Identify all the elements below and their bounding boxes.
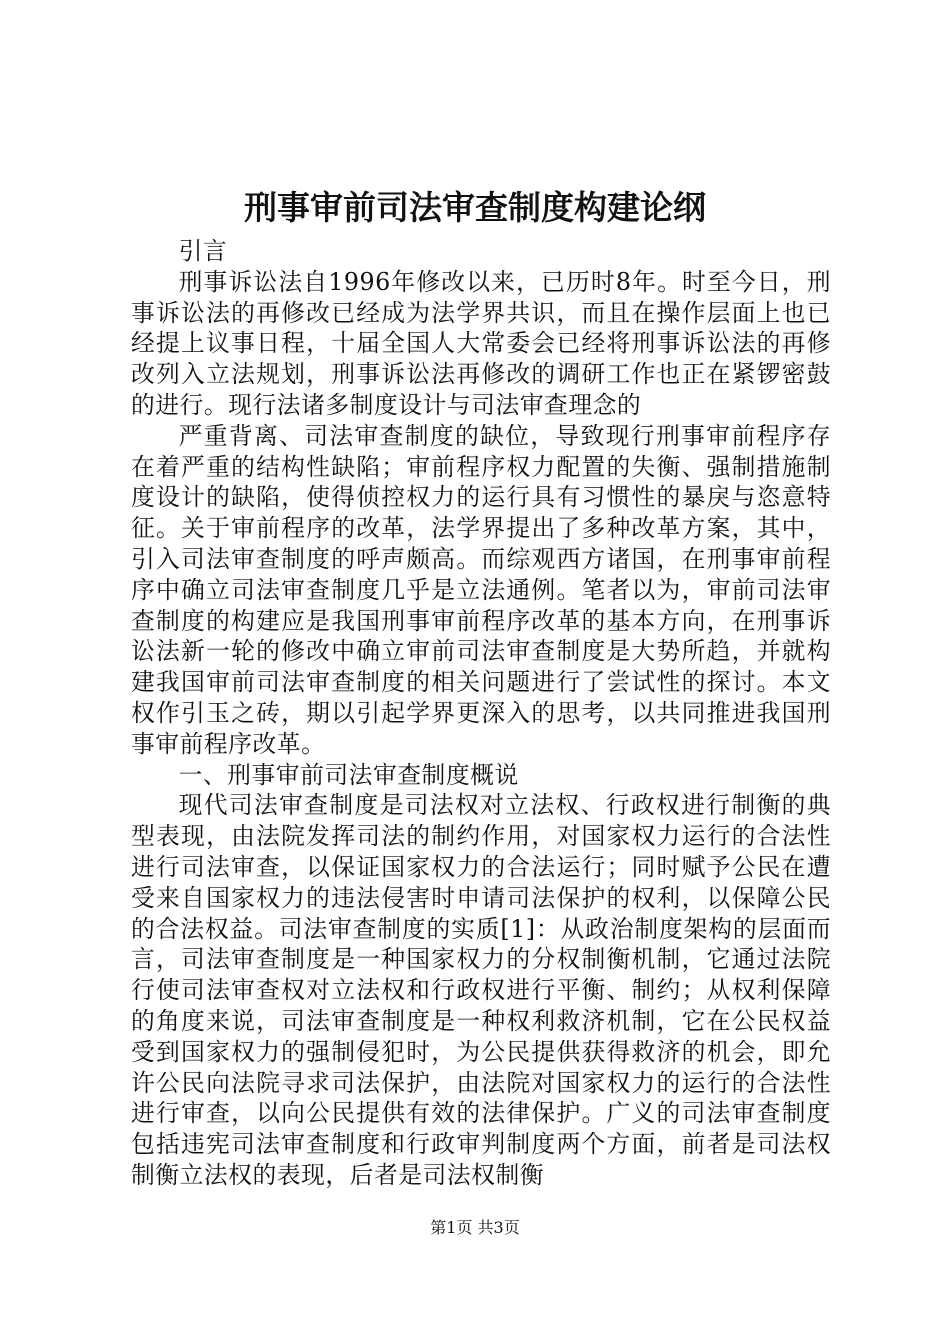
paragraph-intro-heading: 引言 [178, 237, 228, 265]
page-footer: 第1页 共3页 [430, 1218, 520, 1237]
paragraph-2: 严重背离、司法审查制度的缺位，导致现行刑事审前程序存在着严重的结构性缺陷；审前程序权力配置的失衡、强制措施制度设计的缺陷，使得侦控权力的运行具有习惯性的暴戾与恣意特征。关于审前程序的改革，法学界提出了多种改革方案，其中，引入司法审查制度的呼声颇高。而综观西方诸国，在刑事审前程序中确立司法审查制度几乎是立法通例。笔者以为，审前司法审查制度的构建应是我国刑事审前程序改革的基本方向，在刑事诉讼法新一轮的修改中确立审前司法审查制度是大势所趋，并就构建我国审前司法审查制度的相关问题进行了尝试性的探讨。本文权作引玉之砖，期以引起学界更深入的思考，以共同推进我国刑事审前程序改革。 [131, 421, 831, 758]
document-title: 刑事审前司法审查制度构建论纲 [244, 188, 706, 227]
paragraph-1: 刑事诉讼法自1996年修改以来，已历时8年。时至今日，刑事诉讼法的再修改已经成为法学界共识，而且在操作层面上也已经提上议事日程，十届全国人大常委会已经将刑事诉讼法的再修改列入立法规划，刑事诉讼法再修改的调研工作也正在紧锣密鼓的进行。现行法诸多制度设计与司法审查理念的 [131, 267, 831, 419]
section-heading-1: 一、刑事审前司法审查制度概说 [178, 760, 519, 789]
document-body [131, 236, 831, 1191]
paragraph-3: 现代司法审查制度是司法权对立法权、行政权进行制衡的典型表现，由法院发挥司法的制约作用，对国家权力运行的合法性进行司法审查，以保证国家权力的合法运行；同时赋予公民在遭受来自国家权力的违法侵害时申请司法保护的权利，以保障公民的合法权益。司法审查制度的实质[1]：从政治制度架构的层面而言，司法审查制度是一种国家权力的分权制衡机制，它通过法院行使司法审查权对立法权和行政权进行平衡、制约；从权利保障的角度来说，司法审查制度是一种权利救济机制，它在公民权益受到国家权力的强制侵犯时，为公民提供获得救济的机会，即允许公民向法院寻求司法保护，由法院对国家权力的运行的合法性进行审查，以向公民提供有效的法律保护。广义的司法审查制度包括违宪司法审查制度和行政审判制度两个方面，前者是司法权制衡立法权的表现，后者是司法权制衡 [131, 791, 831, 1189]
